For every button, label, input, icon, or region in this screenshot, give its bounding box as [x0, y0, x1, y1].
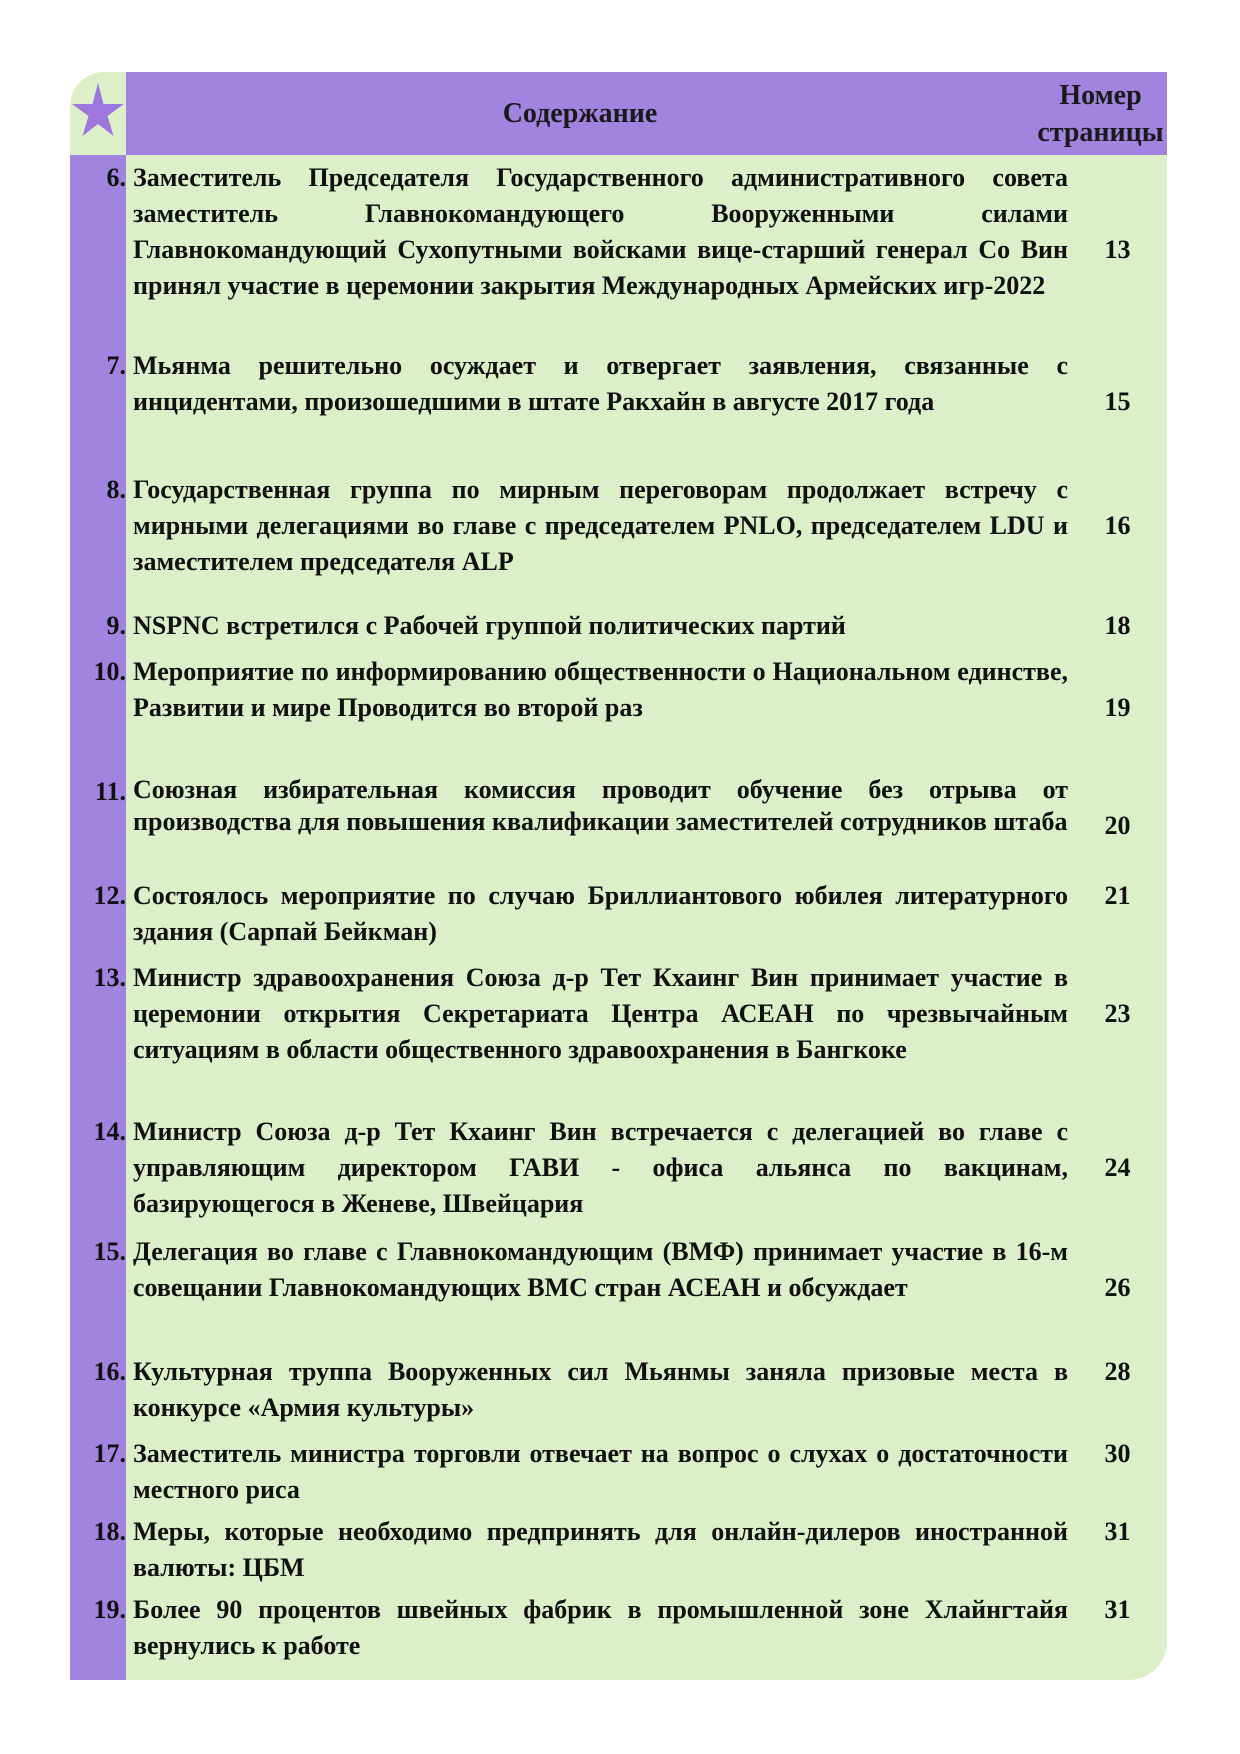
- entry-title: Более 90 процентов швейных фабрик в промышленной зоне Хлайнгтайя вернулись к работе: [133, 1595, 1068, 1660]
- entry-page: 30: [1104, 1439, 1131, 1468]
- entry-number: 9.: [106, 611, 126, 640]
- entry-number: 16.: [93, 1357, 126, 1386]
- entry-title: Государственная группа по мирным переговорам продолжает встречу с мирными делегациями во главе с председателем PNLO, председателем LDU и заместителем председателя ALP: [133, 475, 1068, 576]
- entry-title: Министр здравоохранения Союза д-р Тет Кхаинг Вин принимает участие в церемонии открытия Секретариата Центра АСЕАН по чрезвычайным ситуациям в области общественного здравоохранения в Бангкоке: [133, 963, 1068, 1064]
- page-number-heading: [1034, 72, 1167, 155]
- entry-title: Мьянма решительно осуждает и отвергает заявления, связанные с инцидентами, произошедшими в штате Ракхайн в августе 2017 года: [133, 351, 1068, 416]
- entry-page: 21: [1104, 881, 1131, 910]
- entry-page: 18: [1104, 611, 1131, 640]
- entry-page: 20: [1104, 811, 1131, 840]
- entry-title: Министр Союза д-р Тет Кхаинг Вин встречается с делегацией во главе с управляющим директором ГАВИ - офиса альянса по вакцинам, базирующегося в Женеве, Швейцария: [133, 1117, 1068, 1218]
- entry-number: 8.: [106, 475, 126, 504]
- entry-number: 19.: [93, 1595, 126, 1624]
- page-heading-line2: страницы: [1037, 116, 1164, 148]
- entry-page: 26: [1104, 1273, 1131, 1302]
- entry-number: 14.: [93, 1117, 126, 1146]
- entry-number: 6.: [106, 163, 126, 192]
- entry-title: Союзная избирательная комиссия проводит обучение без отрыва от производства для повышения квалификации заместителей сотрудников штаба: [133, 775, 1068, 836]
- entry-number: 13.: [93, 963, 126, 992]
- entry-number: 12.: [93, 881, 126, 910]
- star-corner: [70, 72, 126, 155]
- entry-title: Культурная труппа Вооруженных сил Мьянмы заняла призовые места в конкурсе «Армия культуры»: [133, 1357, 1068, 1422]
- entry-title: Меры, которые необходимо предпринять для онлайн-дилеров иностранной валюты: ЦБМ: [133, 1517, 1068, 1582]
- entry-page: 31: [1104, 1595, 1131, 1624]
- entry-page: 31: [1104, 1517, 1131, 1546]
- star-icon: [70, 72, 126, 155]
- entry-page: 15: [1104, 387, 1131, 416]
- entry-page: 19: [1104, 693, 1131, 722]
- entry-number: 15.: [93, 1237, 126, 1266]
- entry-title: Состоялось мероприятие по случаю Бриллиантового юбилея литературного здания (Сарпай Бейкман): [133, 881, 1068, 946]
- entry-page: 24: [1104, 1153, 1131, 1182]
- entry-title: Заместитель Председателя Государственного административного совета заместитель Главнокомандующего Вооруженными силами Главнокомандующий Сухопутными войсками вице-старший генерал Со Вин принял участие в церемонии закрытия Международных Армейских игр-2022: [133, 163, 1068, 300]
- entry-number: 17.: [93, 1439, 126, 1468]
- entry-page: 28: [1104, 1357, 1131, 1386]
- entry-page: 13: [1104, 235, 1131, 264]
- entry-title: NSPNC встретился с Рабочей группой политических партий: [133, 611, 846, 640]
- entry-page: 16: [1104, 511, 1131, 540]
- entry-number: 18.: [93, 1517, 126, 1546]
- entry-number: 10.: [93, 657, 126, 686]
- entry-title: Мероприятие по информированию общественности о Национальном единстве, Развитии и мире Проводится во второй раз: [133, 657, 1068, 722]
- entry-number: 7.: [106, 351, 126, 380]
- table-of-contents: [70, 72, 1167, 1680]
- entry-title: Заместитель министра торговли отвечает на вопрос о слухах о достаточности местного риса: [133, 1439, 1068, 1504]
- entry-page: 23: [1104, 999, 1131, 1028]
- toc-title: Содержание: [502, 97, 658, 129]
- page-heading-line1: Номер: [1059, 79, 1142, 111]
- entry-number: 11.: [94, 777, 126, 806]
- entry-title: Делегация во главе с Главнокомандующим (ВМФ) принимает участие в 16-м совещании Главнокомандующих ВМС стран АСЕАН и обсуждает: [133, 1237, 1068, 1302]
